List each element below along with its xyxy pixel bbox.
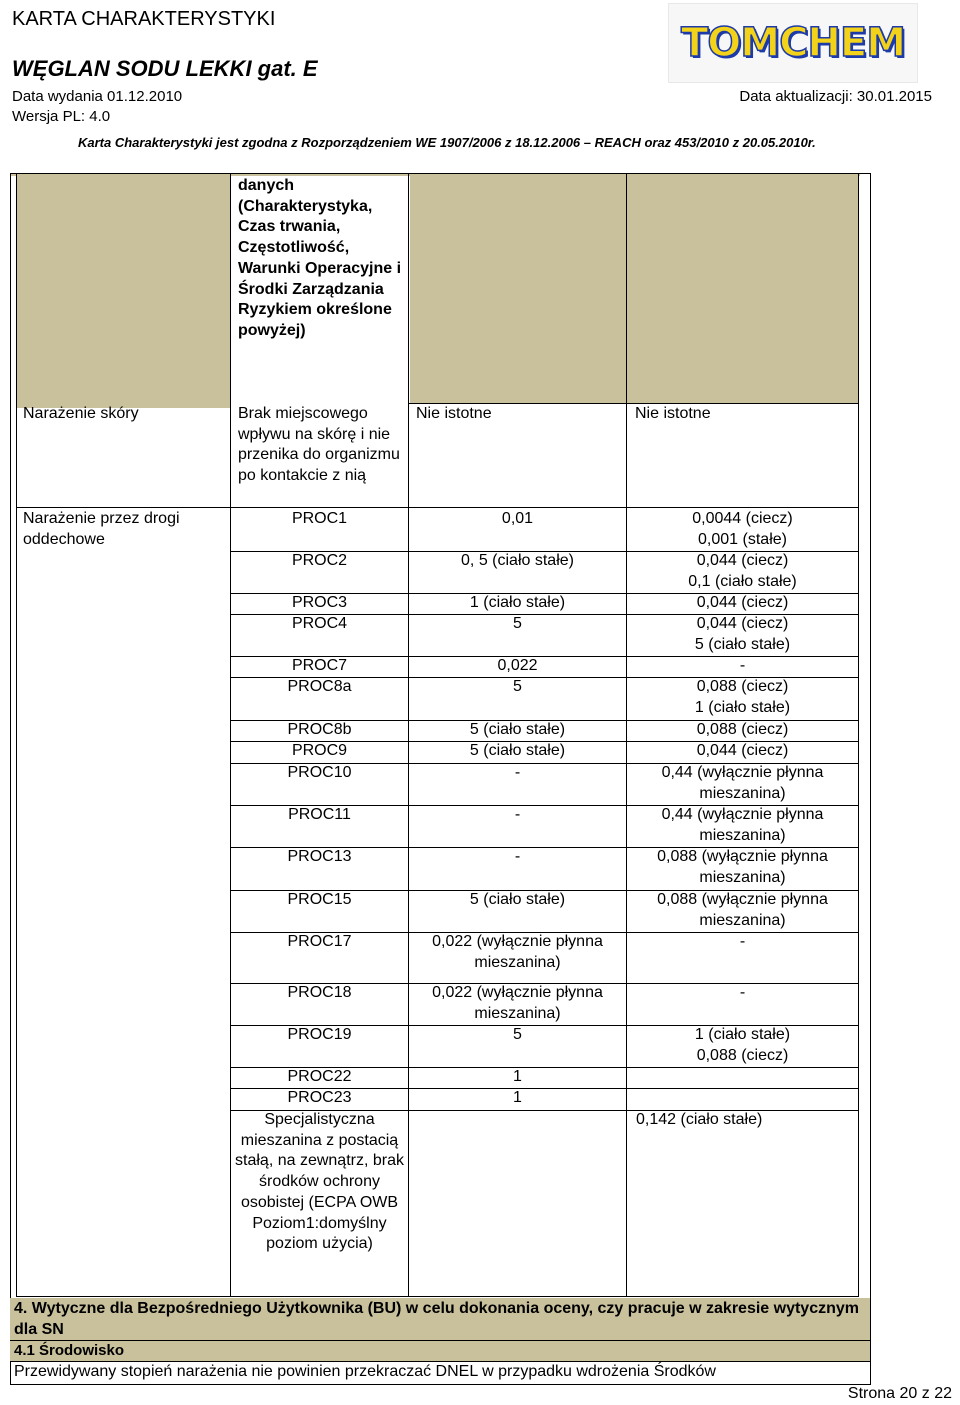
inhalation-row-bottom — [16, 1296, 859, 1297]
exposure-value-2: 0,0044 (ciecz) — [692, 510, 793, 527]
exposure-value-1: 5 — [513, 1026, 522, 1043]
proc-label: PROC9 — [291, 742, 348, 759]
skin-description: Brak miejscowego wpływu na skórę i nie przenika do organizmu po kontakcie z nią — [238, 405, 400, 485]
header-fill-col34 — [410, 176, 858, 404]
exposure-value-2: 0,088 (wyłącznie płynna — [657, 848, 828, 865]
proc-label: PROC8b — [287, 721, 352, 738]
proc-label: PROC15 — [287, 891, 352, 908]
exposure-value-2: 5 (ciało stałe) — [694, 635, 791, 653]
proc-label: PROC17 — [287, 933, 352, 950]
regulation-note: Karta Charakterystyki jest zgodna z Rozporządzeniem WE 1907/2006 z 18.12.2006 – REACH oraz 453/2010 z 20.05.2010r. — [78, 135, 816, 150]
top-border — [10, 173, 871, 174]
exposure-value-1: 5 (ciało stałe) — [469, 742, 566, 759]
exposure-value-2: - — [739, 984, 746, 1001]
exposure-value-2: 0,088 (wyłącznie płynna — [657, 891, 828, 908]
exposure-value-1: 0,022 (wyłącznie płynna mieszanina) — [432, 933, 603, 971]
proc-label: PROC13 — [287, 848, 352, 865]
product-name: WĘGLAN SODU LEKKI gat. E — [12, 56, 318, 81]
tomchem-logo — [668, 3, 918, 83]
inner-left-border — [16, 173, 17, 1297]
exposure-value-2: 0,088 (ciecz) — [696, 1046, 789, 1064]
proc-label: PROC22 — [287, 1068, 352, 1085]
col-divider-4 — [858, 173, 859, 1297]
exposure-value-1: 0,022 (wyłącznie płynna mieszanina) — [432, 984, 603, 1022]
skin-row-bottom — [16, 507, 859, 508]
logo-text: TOMCHEM — [680, 20, 906, 66]
exposure-value-1: 0, 5 (ciało stałe) — [461, 552, 574, 569]
exposure-value-1: - — [514, 764, 521, 781]
exposure-value-2: 0,044 (ciecz) — [696, 594, 789, 611]
exposure-value-1: 0,022 — [497, 657, 538, 674]
continued-header: danych (Charakterystyka, Czas trwania, Częstotliwość, Warunki Operacyjne i Środki Zarządzania Ryzykiem określone powyżej) — [238, 177, 402, 339]
proc-label: PROC23 — [287, 1089, 352, 1106]
section-4-title: 4. Wytyczne dla Bezpośredniego Użytkownika (BU) w celu dokonania oceny, czy pracuje w zakresie wytycznym dla SN — [10, 1298, 870, 1340]
route-inhalation: Narażenie przez drogi oddechowe — [23, 510, 180, 548]
exposure-value-2: 1 (ciało stałe) — [694, 1026, 791, 1043]
exposure-value-2: mieszanina) — [699, 868, 786, 886]
section-4-1-text: Przewidywany stopień narażenia nie powinien przekraczać DNEL w przypadku wdrożenia Środków — [14, 1363, 716, 1380]
proc-label: PROC3 — [291, 594, 348, 611]
exposure-value-2: mieszanina) — [699, 784, 786, 802]
exposure-value-1: 1 — [513, 1089, 522, 1106]
section-4-1-title: 4.1 Środowisko — [10, 1341, 870, 1361]
exposure-value-1: 1 — [513, 1068, 522, 1085]
exposure-value-2: mieszanina) — [699, 911, 786, 929]
update-date: Data aktualizacji: 30.01.2015 — [739, 88, 932, 105]
exposure-value-2: 0,044 (ciecz) — [696, 552, 789, 569]
exposure-value-1: 1 (ciało stałe) — [469, 594, 566, 611]
proc-label: PROC1 — [291, 510, 348, 527]
exposure-value-2: - — [739, 657, 746, 674]
proc-label: PROC8a — [287, 678, 352, 695]
document-type: KARTA CHARAKTERYSTYKI — [12, 8, 276, 30]
proc-label: PROC19 — [287, 1026, 352, 1043]
exposure-value-1: 5 (ciało stałe) — [469, 721, 566, 738]
special-value-2: 0,142 (ciało stałe) — [636, 1111, 763, 1128]
page-number: Strona 20 z 22 — [847, 1385, 952, 1402]
exposure-value-2: 0,44 (wyłącznie płynna — [661, 806, 824, 823]
exposure-value-2: 0,44 (wyłącznie płynna — [661, 764, 824, 781]
exposure-value-1: - — [514, 848, 521, 865]
skin-value-1: Nie istotne — [416, 405, 492, 422]
exposure-value-2: 0,088 (ciecz) — [696, 678, 789, 695]
issue-date: Data wydania 01.12.2010 — [12, 88, 183, 105]
exposure-value-1: 5 — [513, 678, 522, 695]
proc-label: PROC2 — [291, 552, 348, 569]
proc-label: PROC11 — [288, 806, 351, 823]
exposure-value-2: 0,044 (ciecz) — [696, 742, 789, 759]
exposure-value-2: 1 (ciało stałe) — [694, 698, 791, 716]
proc-label: PROC10 — [287, 764, 352, 781]
route-skin: Narażenie skóry — [23, 405, 139, 422]
exposure-value-2: 0,1 (ciało stałe) — [688, 572, 797, 590]
exposure-value-1: 5 (ciało stałe) — [469, 891, 566, 908]
exposure-value-1: 5 — [513, 615, 522, 632]
exposure-value-1: 0,01 — [501, 510, 534, 527]
proc-label: PROC7 — [291, 657, 348, 674]
exposure-value-2: 0,001 (stałe) — [698, 530, 787, 548]
exposure-value-2: mieszanina) — [699, 826, 786, 844]
exposure-value-2: - — [739, 933, 746, 950]
proc-label: PROC18 — [287, 984, 352, 1001]
exposure-value-1: - — [514, 806, 521, 823]
header-fill-col1 — [16, 176, 230, 408]
proc-label: PROC4 — [291, 615, 348, 632]
skin-value-2: Nie istotne — [635, 405, 711, 422]
table-bottom-border — [10, 1384, 871, 1385]
version: Wersja PL: 4.0 — [12, 108, 111, 125]
left-border — [10, 173, 11, 1385]
exposure-value-2: 0,088 (ciecz) — [696, 721, 789, 738]
special-proc: Specjalistyczna mieszanina z postacią stałą, na zewnątrz, brak środków ochrony osobistej (ECPA OWB Poziom1:domyślny poziom użycia) — [235, 1111, 404, 1253]
exposure-value-2: 0,044 (ciecz) — [696, 615, 789, 632]
right-border — [870, 173, 871, 1385]
